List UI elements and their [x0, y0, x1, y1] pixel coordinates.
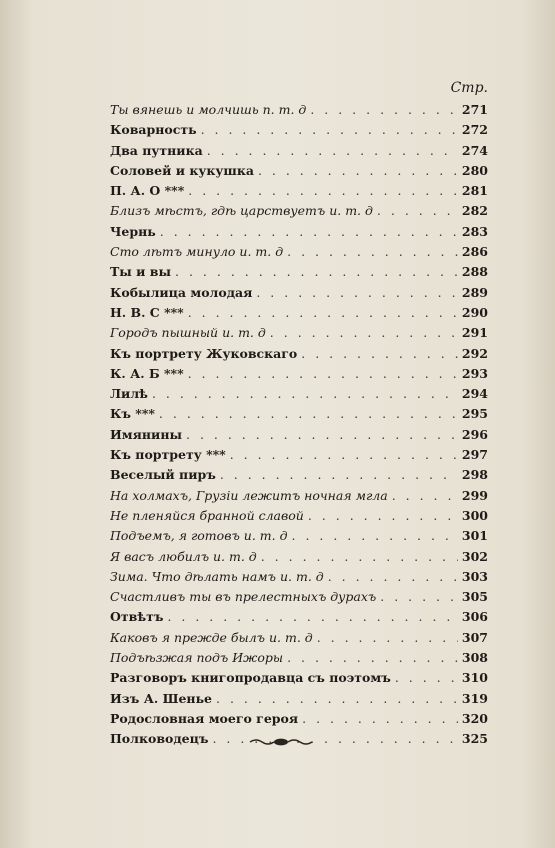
- toc-leader-dots: [188, 364, 458, 384]
- toc-leader-dots: [207, 141, 458, 161]
- toc-leader-dots: [310, 100, 458, 120]
- toc-leader-dots: [377, 201, 458, 221]
- toc-entry: [110, 323, 488, 343]
- toc-entry-title: Къ ***: [110, 406, 155, 422]
- toc-leader-dots: [301, 344, 458, 364]
- toc-entry-page: 297: [461, 447, 488, 463]
- toc-entry-title: Отвѣтъ: [110, 609, 164, 625]
- toc-entry-title: Ты и вы: [110, 264, 172, 280]
- toc-entry: [110, 506, 488, 526]
- toc-leader-dots: [270, 323, 458, 343]
- toc-leader-dots: [160, 222, 458, 242]
- toc-entry: [110, 404, 488, 424]
- toc-entry-title: На холмахъ, Грузіи лежитъ ночная мгла: [110, 487, 388, 503]
- toc-entry: [110, 425, 488, 445]
- toc-leader-dots: [201, 120, 458, 140]
- toc-entry-title: Родословная моего героя: [110, 710, 299, 726]
- toc-entry: [110, 262, 488, 282]
- toc-leader-dots: [216, 689, 458, 709]
- toc-entry: [110, 668, 488, 688]
- toc-entry-page: 302: [461, 548, 488, 564]
- toc-entry-page: 280: [461, 162, 488, 178]
- toc-entry-title: Имянины: [110, 426, 183, 442]
- toc-entry: [110, 587, 488, 607]
- toc-entry: [110, 607, 488, 627]
- toc-entry-page: 310: [461, 670, 488, 686]
- toc-entry: [110, 648, 488, 668]
- toc-leader-dots: [188, 303, 458, 323]
- toc-entry-page: 295: [461, 406, 488, 422]
- toc-leader-dots: [159, 404, 458, 424]
- toc-entry-page: 294: [461, 386, 488, 402]
- toc-leader-dots: [186, 425, 458, 445]
- toc-entry: [110, 364, 488, 384]
- toc-entry-title: Къ портрету Жуковскаго: [110, 345, 298, 361]
- toc-entry: [110, 201, 488, 221]
- toc-entry: [110, 141, 488, 161]
- toc-entry-page: 306: [461, 609, 488, 625]
- toc-entry-title: Коварность: [110, 122, 197, 138]
- toc-entry-page: 291: [461, 325, 488, 341]
- toc-entry-title: Городъ пышный и. т. д: [110, 325, 266, 341]
- toc-leader-dots: [317, 628, 458, 648]
- toc-entry: [110, 242, 488, 262]
- toc-entry-title: Разговоръ книгопродавца съ поэтомъ: [110, 670, 391, 686]
- toc-entry-title: Веселый пиръ: [110, 467, 216, 483]
- toc-entry: [110, 181, 488, 201]
- toc-entry-page: 272: [461, 122, 488, 138]
- toc-entry-title: Ты вянешь и молчишь п. т. д: [110, 102, 307, 117]
- toc-entry-title: Соловей и кукушка: [110, 162, 254, 178]
- toc-entry-title: Близъ мѣстъ, гдѣ царствуетъ и. т. д: [110, 203, 373, 219]
- toc-entry-page: 296: [461, 426, 488, 442]
- toc-leader-dots: [302, 709, 458, 729]
- toc-leader-dots: [292, 526, 458, 546]
- toc-entry: [110, 689, 488, 709]
- toc-entry-page: 281: [461, 183, 488, 199]
- toc-entry: [110, 161, 488, 181]
- toc-entry: [110, 120, 488, 140]
- toc-leader-dots: [287, 648, 458, 668]
- toc-entry-title: Къ портрету ***: [110, 447, 226, 463]
- toc-leader-dots: [220, 465, 458, 485]
- toc-entry-page: 307: [461, 629, 488, 645]
- toc-entry-page: 283: [461, 223, 488, 239]
- toc-entry: [110, 384, 488, 404]
- toc-leader-dots: [392, 486, 458, 506]
- page-column-header: Стр.: [450, 80, 488, 96]
- toc-entry-page: 300: [461, 507, 488, 523]
- toc-entry-title: Подъѣзжая подъ Ижоры: [110, 650, 284, 666]
- toc-entry-page: 293: [461, 365, 488, 381]
- toc-entry: [110, 222, 488, 242]
- toc-entry-title: Чернь: [110, 223, 156, 239]
- toc-entry: [110, 567, 488, 587]
- toc-entry: [110, 465, 488, 485]
- toc-leader-dots: [308, 506, 458, 526]
- toc-entry-title: Лилѣ: [110, 386, 148, 402]
- toc-entry-page: 305: [461, 589, 488, 605]
- toc-leader-dots: [230, 445, 458, 465]
- toc-entry-title: К. А. Б ***: [110, 365, 184, 381]
- toc-leader-dots: [287, 242, 458, 262]
- toc-entry-page: 290: [461, 304, 488, 320]
- toc-leader-dots: [152, 384, 458, 404]
- toc-leader-dots: [175, 262, 458, 282]
- toc-entry-title: Сто лѣтъ минуло и. т. д: [110, 244, 284, 260]
- toc-entry-page: 308: [461, 650, 488, 666]
- toc-leader-dots: [261, 547, 458, 567]
- toc-entry-title: Зима. Что дѣлать намъ и. т. д: [110, 568, 324, 584]
- toc-leader-dots: [258, 161, 458, 181]
- toc-entry-title: Изъ А. Шенье: [110, 690, 213, 706]
- toc-entry: [110, 486, 488, 506]
- toc-entry-page: 271: [461, 102, 488, 117]
- toc-entry-title: Полководецъ: [110, 731, 209, 747]
- toc-entry-page: 301: [461, 528, 488, 544]
- toc-entry-title: П. А. О ***: [110, 183, 185, 199]
- toc-entry-title: Счастливъ ты въ прелестныхъ дурахъ: [110, 589, 377, 605]
- toc-entry-page: 288: [461, 264, 488, 280]
- toc-entry-page: 286: [461, 244, 488, 260]
- toc-leader-dots: [167, 607, 457, 627]
- toc-entry-title: Н. В. С ***: [110, 304, 184, 320]
- toc-entry-page: 320: [461, 710, 488, 726]
- toc-entry-title: Не пленяйся бранной славой: [110, 507, 304, 523]
- toc-entry-page: 274: [461, 142, 488, 158]
- toc-leader-dots: [328, 567, 458, 587]
- toc-entry-page: 303: [461, 568, 488, 584]
- toc-entry-page: 325: [461, 731, 488, 747]
- toc-entry-title: Каковъ я прежде былъ и. т. д: [110, 629, 313, 645]
- toc-entry-title: Я васъ любилъ и. т. д: [110, 548, 257, 564]
- toc-entry: [110, 344, 488, 364]
- toc-leader-dots: [380, 587, 458, 607]
- ornament-divider-icon: [248, 735, 314, 749]
- toc-leader-dots: [395, 668, 458, 688]
- toc-entry-page: 319: [461, 690, 488, 706]
- toc-entry: [110, 628, 488, 648]
- toc-entry-title: Кобылица молодая: [110, 284, 253, 300]
- toc-entry: [110, 709, 488, 729]
- toc-entry: [110, 100, 488, 120]
- toc-entry-page: 299: [461, 487, 488, 503]
- toc-entry-title: Подъемъ, я готовъ и. т. д: [110, 528, 288, 544]
- toc-entry: [110, 547, 488, 567]
- toc-entry: [110, 303, 488, 323]
- toc-entry-title: Два путника: [110, 142, 203, 158]
- toc-entry-page: 282: [461, 203, 488, 219]
- toc-entry: [110, 283, 488, 303]
- toc-entry: [110, 526, 488, 546]
- toc-entry: [110, 445, 488, 465]
- toc-leader-dots: [256, 283, 458, 303]
- toc-entry-page: 298: [461, 467, 488, 483]
- toc-entry-page: 292: [461, 345, 488, 361]
- toc-entry-page: 289: [461, 284, 488, 300]
- table-of-contents: [110, 100, 488, 750]
- toc-leader-dots: [188, 181, 458, 201]
